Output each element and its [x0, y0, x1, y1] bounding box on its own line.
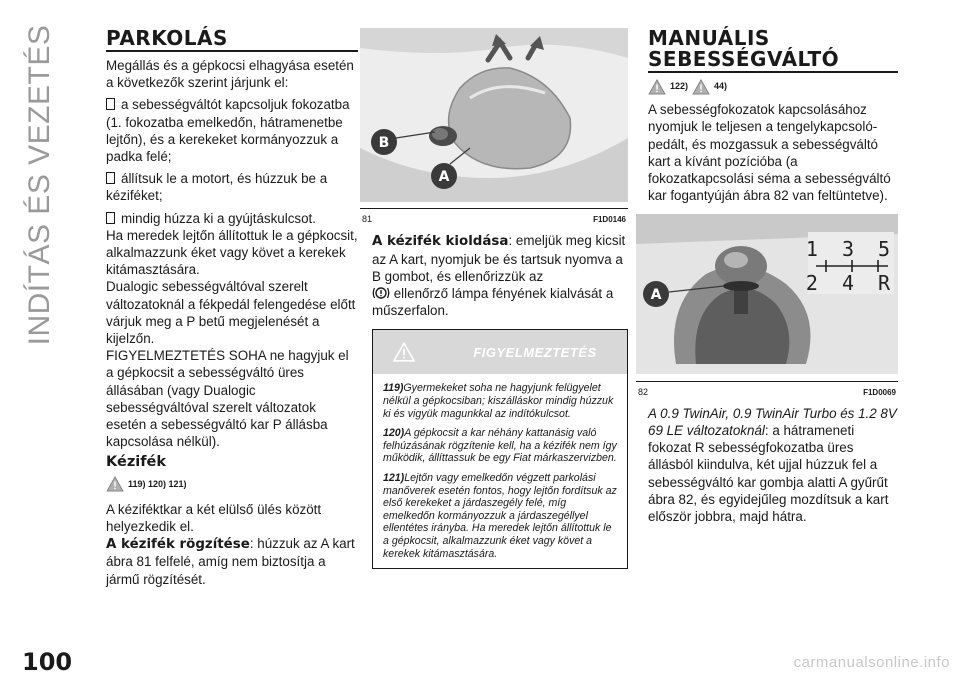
watermark-text: carmanualsonline.info — [793, 654, 950, 671]
figure-label-a: A — [650, 287, 662, 304]
paragraph: FIGYELMEZTETÉS SOHA ne hagyjuk el a gépkocsit a sebességváltó üres állásában (vagy Dualogic sebességváltóval szerelt változatok esetén a sebességváltó kar P állásba kapcsolása nélkül). — [106, 348, 349, 450]
paragraph: A kézifék rögzítése: húzzuk az A kart ábra 81 felfelé, amíg nem biztosítja a jármű rögzítését. — [106, 536, 355, 587]
warning-item: 119)Gyermekeket soha ne hagyjunk felügyelet nélkül a gépkocsiban; kiszálláskor mindig húzzuk ki és vigyük magunkkal az indítókulcsot. — [383, 382, 614, 420]
warning-box-header — [373, 330, 627, 374]
section-title-parking: PARKOLÁS — [106, 28, 358, 52]
warning-item: 120)A gépkocsit a kar néhány kattanásig való felhúzásának rögzítenie kell, ha a kézifék nem így működik, állíttassuk be egy Fiat márkaszervizben. — [383, 427, 617, 465]
paragraph: Megállás és a gépkocsi elhagyása esetén a következők szerint járjunk el: — [106, 58, 354, 91]
handbrake-photo — [360, 28, 628, 202]
bullet-item: a sebességváltót kapcsoljuk fokozatba (1. fokozatba emelkedőn, hátramenetbe lejtőn), és a kerekeket kormányozzuk a padka felé; — [106, 97, 350, 165]
paragraph: Dualogic sebességváltóval szerelt változatoknál a fékpedál felengedése előtt várjuk meg a P betű megjelenését a kijelzőn. — [106, 279, 356, 347]
figure-81 — [360, 28, 628, 228]
bullet-square-icon — [106, 98, 115, 110]
warning-triangle-icon — [648, 79, 666, 95]
brake-warning-lamp-icon — [372, 286, 390, 300]
paragraph: Ha meredek lejtőn állítottuk le a gépkocsit, alkalmazzunk éket vagy követ a kerekek kitámasztására. — [106, 227, 358, 278]
figure-caption: 81 F1D0146 — [360, 208, 628, 228]
gear-pattern-top: 1 3 5 — [805, 237, 897, 262]
warning-refs: 122) 44) — [648, 78, 898, 95]
warning-triangle-icon — [393, 342, 415, 362]
page-number: 100 — [22, 648, 73, 676]
warning-triangle-icon — [106, 476, 124, 492]
gear-pattern-bottom: 2 4 R — [805, 271, 897, 296]
paragraph: A 0.9 TwinAir, 0.9 TwinAir Turbo és 1.2 8V 69 LE változatoknál: a hátrameneti fokozat R sebességfokozatba üres állásból kiindulva, két ujjal húzzuk fel a sebességváltó kar gombja alatti A gyűrűt ábra 82, és egyidejűleg mozdítsuk a kart először jobbra, majd hátra. — [648, 405, 897, 525]
figure-caption: 82 F1D0069 — [636, 381, 898, 401]
column-manual-gearbox — [638, 26, 898, 525]
warning-box-title: FIGYELMEZTETÉS — [473, 344, 597, 360]
paragraph: A sebességfokozatok kapcsolásához nyomjuk le teljesen a tengelykapcsoló-pedált, és mozgassuk a sebességváltó kart a kívánt pozícióba (a fokozatkapcsolási séma a sebességváltó kar fogantyúján ábra 82 van feltüntetve). — [648, 102, 891, 204]
subsection-title-handbrake: Kézifék — [106, 454, 167, 471]
figure-82 — [636, 214, 898, 400]
info-triangle-icon — [692, 79, 710, 95]
chapter-side-title: INDÍTÁS ÉS VEZETÉS — [23, 24, 56, 346]
bullet-item: állítsuk le a motort, és húzzuk be a kéziféket; — [106, 171, 328, 204]
paragraph: A kézifék kioldása: emeljük meg kicsit az A kart, nyomjuk be és tartsuk nyomva a B gombot, és ellenőrizzük az — [372, 233, 626, 284]
warning-box — [372, 329, 628, 569]
warning-item: 121)Lejtőn vagy emelkedőn végzett parkolási manőverek esetén fontos, hogy lejtőn fordítsuk az első kerekeket a járdaszegély felé, míg emelkedőn kormányozzuk a járdaszegéllyel ellentétes irányba. Ha meredek lejtőn állítottuk le a gépkocsit, alkalmazzunk éket vagy követ a kerekek kitámasztására. — [383, 471, 617, 560]
column-parking — [106, 28, 358, 588]
paragraph: A kéziféktkar a két elülső ülés között helyezkedik el. — [106, 501, 322, 535]
section-title-manual-gearbox: MANUÁLIS SEBESSÉGVÁLTÓ — [648, 28, 898, 73]
bullet-square-icon — [106, 212, 115, 224]
gearshift-photo — [636, 214, 898, 374]
warning-box-body — [373, 374, 627, 568]
bullet-item: mindig húzza ki a gyújtáskulcsot. — [106, 210, 358, 227]
column-handbrake — [362, 28, 628, 569]
figure-label-a: A — [438, 169, 450, 185]
paragraph: ellenőrző lámpa fényének kialvását a műszerfalon. — [372, 286, 614, 319]
bullet-square-icon — [106, 172, 115, 184]
figure-label-b: B — [378, 135, 390, 151]
warning-refs: 119) 120) 121) — [106, 476, 358, 493]
